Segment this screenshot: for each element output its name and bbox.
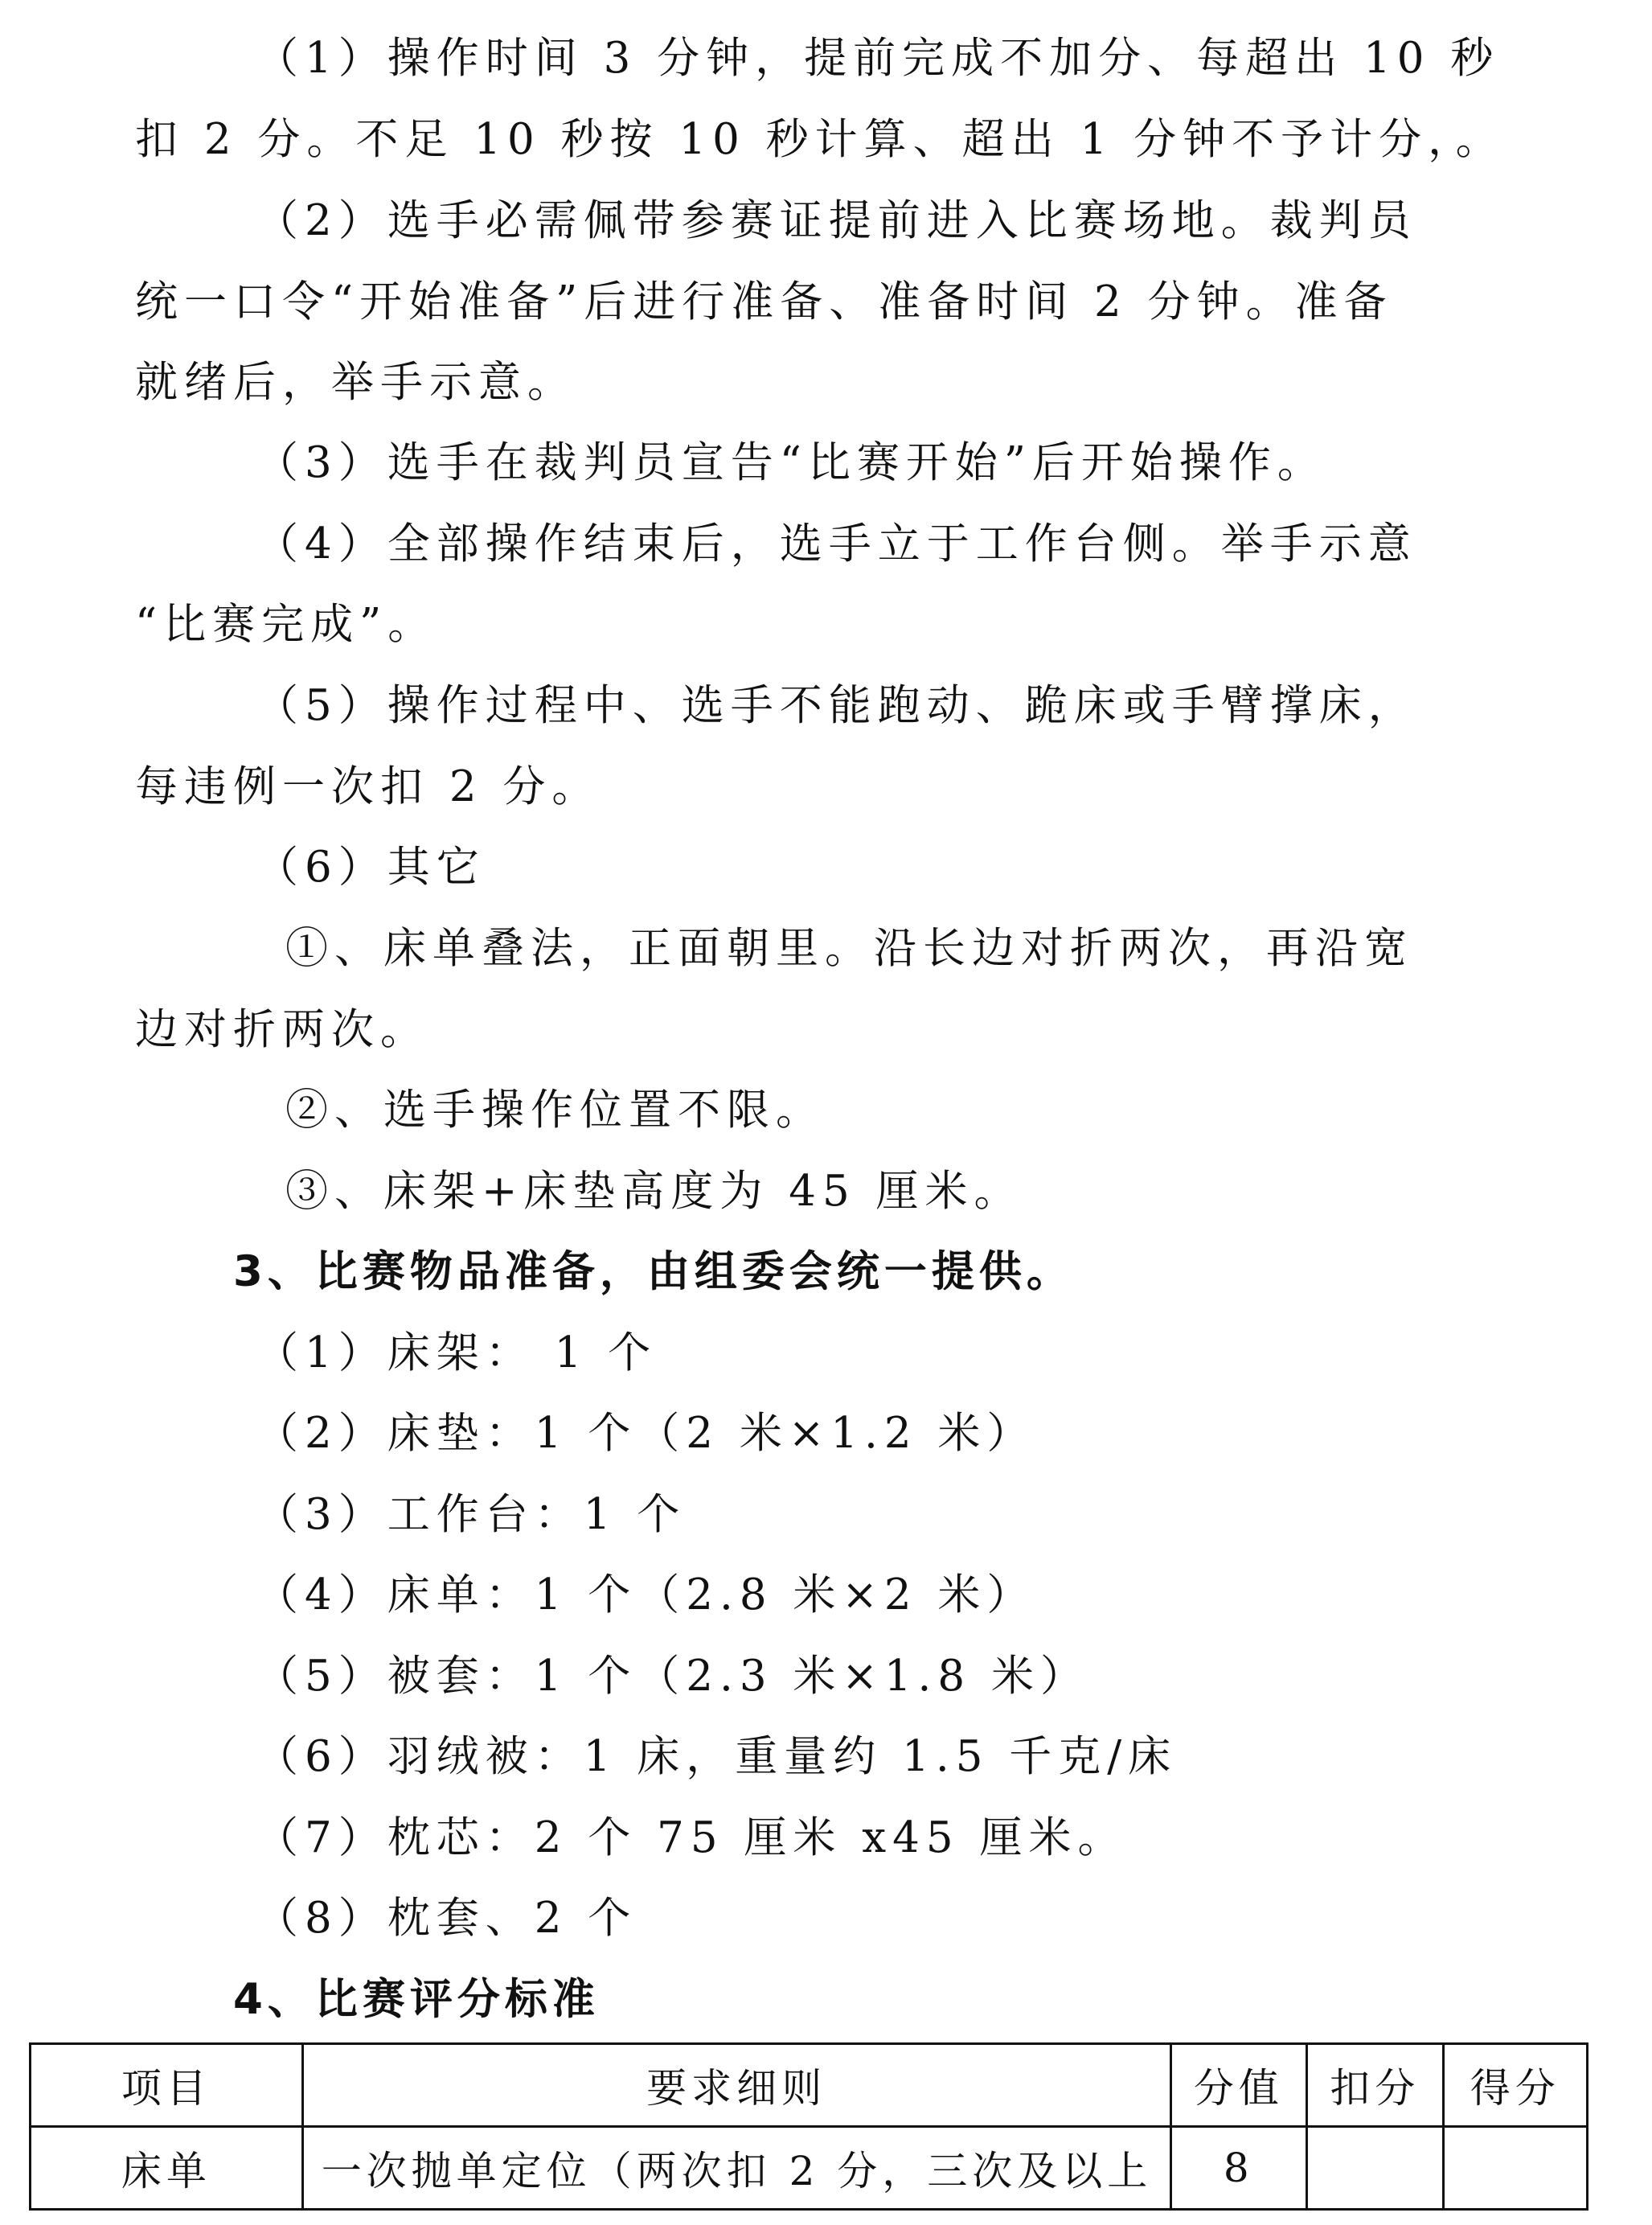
supply-item: （2）床垫：1 个（2 米×1.2 米） [256,1409,1036,1458]
paragraph-6-item-a-line-2: 边对折两次。 [135,1005,429,1054]
table-header-row [31,2044,1588,2127]
paragraph-1-line-2: 扣 2 分。不足 10 秒按 10 秒计算、超出 1 分钟不予计分，。 [135,115,1505,164]
header-points: 分值 [1170,2044,1306,2127]
supply-item: （1）床架： 1 个 [256,1328,658,1377]
supply-item: （6）羽绒被：1 床，重量约 1.5 千克/床 [256,1732,1178,1781]
section-4-heading: 4、比赛评分标准 [233,1975,600,2024]
supply-item: （8）枕套、2 个 [256,1894,637,1943]
supply-item: （7）枕芯：2 个 75 厘米 x45 厘米。 [256,1813,1127,1862]
header-deduction: 扣分 [1307,2044,1443,2127]
cell-requirements: 一次抛单定位（两次扣 2 分，三次及以上 [302,2127,1170,2210]
supply-item: （3）工作台：1 个 [256,1490,687,1539]
header-score: 得分 [1443,2044,1587,2127]
cell-item: 床单 [31,2127,303,2210]
scoring-table [29,2042,1588,2211]
paragraph-6-item-c: ③、床架+床垫高度为 45 厘米。 [285,1167,1023,1216]
paragraph-6-heading: （6）其它 [256,843,486,892]
supply-item: （5）被套：1 个（2.3 米×1.8 米） [256,1652,1089,1701]
paragraph-2-line-1: （2）选手必需佩带参赛证提前进入比赛场地。裁判员 [256,196,1417,245]
table-row [31,2127,1588,2210]
header-item: 项目 [31,2044,303,2127]
paragraph-1-line-1: （1）操作时间 3 分钟，提前完成不加分、每超出 10 秒 [256,34,1500,83]
cell-points: 8 [1170,2127,1306,2210]
paragraph-4-line-2: “比赛完成”。 [135,600,437,649]
paragraph-5-line-2: 每违例一次扣 2 分。 [135,762,601,811]
paragraph-4-line-1: （4）全部操作结束后，选手立于工作台侧。举手示意 [256,519,1417,569]
header-requirements: 要求细则 [302,2044,1170,2127]
paragraph-5-line-1: （5）操作过程中、选手不能跑动、跪床或手臂撑床， [256,681,1417,730]
cell-deduction [1307,2127,1443,2210]
section-3-heading: 3、比赛物品准备，由组委会统一提供。 [233,1247,1074,1296]
paragraph-3-line-1: （3）选手在裁判员宣告“比赛开始”后开始操作。 [256,438,1326,487]
paragraph-2-line-2: 统一口令“开始准备”后进行准备、准备时间 2 分钟。准备 [135,277,1393,326]
paragraph-6-item-a-line-1: ①、床单叠法，正面朝里。沿长边对折两次，再沿宽 [285,924,1413,973]
cell-score [1443,2127,1587,2210]
paragraph-6-item-b: ②、选手操作位置不限。 [285,1086,825,1135]
paragraph-2-line-3: 就绪后，举手示意。 [135,358,576,407]
supply-item: （4）床单：1 个（2.8 米×2 米） [256,1570,1036,1619]
